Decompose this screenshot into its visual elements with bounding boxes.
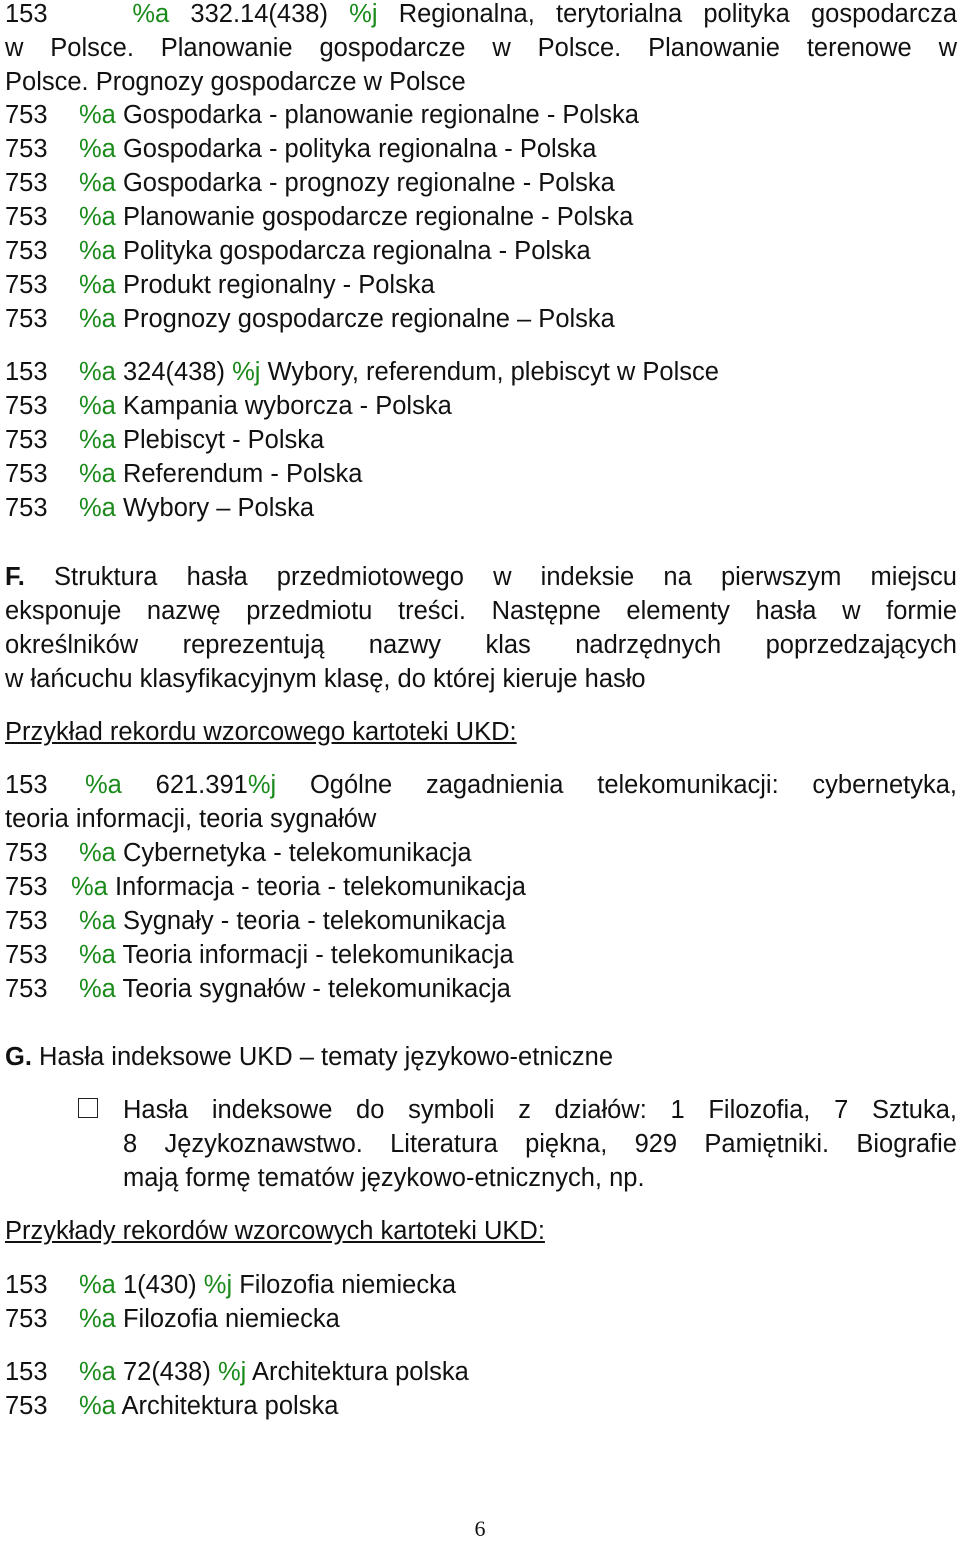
record-line: teoria informacji, teoria sygnałów: [5, 805, 377, 833]
udc-symbol: 1(430): [122, 1271, 197, 1299]
field-tag: 753: [5, 237, 48, 265]
udc-symbol: 324(438): [122, 358, 226, 386]
field-code: %j: [217, 1358, 247, 1386]
field-tag: 753: [5, 392, 48, 420]
heading-text: Ogólne zagadnienia telekomunikacji: cybernetyka,: [309, 771, 957, 799]
field-code: %a: [85, 771, 122, 799]
entry-text: Prognozy gospodarcze regionalne – Polska: [122, 305, 615, 333]
entry-753: [5, 234, 591, 268]
field-tag: 753: [5, 494, 48, 522]
entry-text: Kampania wyborcza - Polska: [122, 392, 452, 420]
entry-text: Gospodarka - planowanie regionalne - Polska: [122, 101, 639, 129]
entry-753: [5, 836, 472, 870]
field-tag: 753: [5, 907, 48, 935]
field-tag: 753: [5, 1305, 48, 1333]
heading-text: Wybory, referendum, plebiscyt w Polsce: [267, 358, 719, 386]
paragraph-line: Hasła indeksowe do symboli z działów: 1 Filozofia, 7 Sztuka,: [123, 1096, 957, 1124]
field-tag: 753: [5, 941, 48, 969]
field-tag: 753: [5, 271, 48, 299]
entry-text: Wybory – Polska: [122, 494, 315, 522]
field-tag: 753: [5, 169, 48, 197]
record-153-regional-policy: [5, 0, 957, 99]
field-tag: 153: [5, 358, 48, 386]
paragraph-text: Następne elementy hasła w formie: [491, 597, 957, 625]
field-tag: 753: [5, 873, 48, 901]
entry-text: Referendum - Polska: [122, 460, 363, 488]
entry-text: Teoria informacji - telekomunikacja: [122, 941, 514, 969]
field-code: %a: [79, 839, 116, 867]
entry-text: Planowanie gospodarcze regionalne - Polska: [122, 203, 634, 231]
field-tag: 153: [5, 771, 48, 799]
section-letter: G.: [5, 1043, 32, 1071]
entry-text: Teoria sygnałów - telekomunikacja: [122, 975, 511, 1003]
entry-753: [5, 98, 639, 132]
entry-753: [5, 166, 615, 200]
field-tag: 753: [5, 975, 48, 1003]
entry-text: Plebiscyt - Polska: [122, 426, 325, 454]
field-code: %a: [79, 203, 116, 231]
section-f-paragraph: [5, 560, 957, 696]
field-code: %a: [79, 426, 116, 454]
entry-753: [5, 972, 511, 1006]
bullet-paragraph: [123, 1093, 957, 1195]
field-tag: 153: [5, 1271, 48, 1299]
example-heading: Przykład rekordu wzorcowego kartoteki UKD:: [5, 718, 517, 746]
field-tag: 153: [5, 0, 48, 28]
entry-753: [5, 457, 362, 491]
entry-text: Cybernetyka - telekomunikacja: [122, 839, 472, 867]
paragraph-text: Struktura hasła przedmiotowego w indeksie na pierwszym miejscu: [54, 563, 957, 591]
field-code: %a: [79, 271, 116, 299]
paragraph-line: [5, 560, 957, 594]
entry-753: [5, 423, 324, 457]
field-code: %a: [79, 1271, 116, 1299]
entry-753: [5, 491, 314, 525]
entry-753: [5, 1302, 340, 1336]
paragraph-line: określników reprezentują nazwy klas nadrzędnych poprzedzających: [5, 631, 957, 659]
entry-753: [5, 389, 452, 423]
section-title-text: Hasła indeksowe UKD – tematy językowo-etniczne: [39, 1043, 614, 1071]
paragraph-text: eksponuje nazwę przedmiotu treści.: [5, 597, 466, 625]
entry-753: [5, 870, 526, 904]
field-code: %a: [79, 941, 116, 969]
field-code: %j: [349, 0, 378, 28]
entry-text: Gospodarka - polityka regionalna - Polska: [122, 135, 597, 163]
record-line: [5, 768, 957, 802]
field-code: %a: [79, 975, 116, 1003]
field-tag: 753: [5, 460, 48, 488]
field-tag: 753: [5, 203, 48, 231]
entry-text: Sygnały - teoria - telekomunikacja: [122, 907, 506, 935]
record-153-architecture: [5, 1355, 469, 1389]
record-153-philosophy: [5, 1268, 456, 1302]
field-code: %a: [79, 460, 116, 488]
entry-753: [5, 938, 514, 972]
field-tag: 153: [5, 1358, 48, 1386]
entry-753: [5, 904, 506, 938]
heading-text: Regionalna, terytorialna polityka gospodarcza: [398, 0, 957, 28]
section-letter: F.: [5, 563, 25, 591]
entry-text: Gospodarka - prognozy regionalne - Polska: [122, 169, 615, 197]
field-tag: 753: [5, 839, 48, 867]
field-code: %a: [71, 873, 108, 901]
field-code: %j: [203, 1271, 233, 1299]
heading-text: Filozofia niemiecka: [239, 1271, 457, 1299]
field-code: %a: [79, 392, 116, 420]
paragraph-line: 8 Językoznawstwo. Literatura piękna, 929 Pamiętniki. Biografie: [123, 1130, 957, 1158]
page-number: 6: [474, 1516, 486, 1541]
udc-symbol: 72(438): [122, 1358, 211, 1386]
entry-753: [5, 302, 615, 336]
section-g-title: [5, 1040, 613, 1074]
field-code: %a: [79, 907, 116, 935]
field-code: %a: [79, 358, 116, 386]
field-code: %j: [232, 358, 261, 386]
udc-symbol: 621.391: [155, 771, 248, 799]
field-code: %j: [247, 771, 277, 799]
field-code: %a: [79, 237, 116, 265]
field-code: %a: [79, 1305, 116, 1333]
field-tag: 753: [5, 1392, 48, 1420]
udc-symbol: 332.14(438): [190, 0, 328, 28]
field-code: %a: [79, 1392, 116, 1420]
entry-text: Architektura polska: [121, 1392, 339, 1420]
entry-text: Polityka gospodarcza regionalna - Polska: [122, 237, 591, 265]
record-line: Polsce. Prognozy gospodarcze w Polsce: [5, 68, 466, 96]
entry-text: Produkt regionalny - Polska: [122, 271, 435, 299]
entry-753: [5, 132, 596, 166]
entry-753: [5, 200, 633, 234]
entry-753: [5, 268, 435, 302]
entry-text: Filozofia niemiecka: [122, 1305, 340, 1333]
field-tag: 753: [5, 101, 48, 129]
field-tag: 753: [5, 135, 48, 163]
examples-heading: Przykłady rekordów wzorcowych kartoteki UKD:: [5, 1217, 545, 1245]
field-code: %a: [79, 305, 116, 333]
field-code: %a: [79, 101, 116, 129]
record-line: [5, 0, 957, 31]
record-153-telecom: [5, 768, 957, 836]
entry-753: [5, 1389, 338, 1423]
field-code: %a: [79, 494, 116, 522]
paragraph-line: mają formę tematów językowo-etnicznych, np.: [123, 1164, 645, 1192]
record-line: w Polsce. Planowanie gospodarcze w Polsce. Planowanie terenowe w: [5, 34, 957, 62]
field-tag: 753: [5, 426, 48, 454]
paragraph-line: w łańcuchu klasyfikacyjnym klasę, do której kieruje hasło: [5, 665, 646, 693]
entry-text: Informacja - teoria - telekomunikacja: [114, 873, 526, 901]
field-code: %a: [79, 169, 116, 197]
heading-text: Architektura polska: [251, 1358, 469, 1386]
record-153-elections: [5, 355, 719, 389]
paragraph-line: [5, 594, 957, 628]
field-code: %a: [79, 135, 116, 163]
field-tag: 753: [5, 305, 48, 333]
field-code: %a: [132, 0, 170, 28]
field-code: %a: [79, 1358, 116, 1386]
square-bullet-icon: [78, 1098, 98, 1118]
